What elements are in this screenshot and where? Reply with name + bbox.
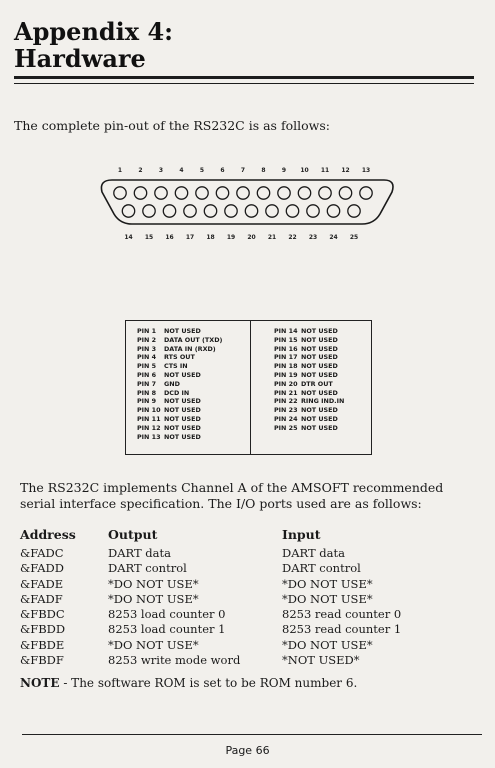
intro-text: The complete pin-out of the RS232C is as follows: xyxy=(14,118,330,133)
pin-label: PIN 6 xyxy=(137,370,157,379)
pinout-row xyxy=(274,424,344,433)
connector-pin-holes xyxy=(114,187,372,217)
pinout-row xyxy=(137,336,222,345)
pin-signal: DATA OUT (TXD) xyxy=(164,335,223,344)
io-address-cell: &FADC xyxy=(20,546,64,560)
pin-hole-11 xyxy=(319,187,331,199)
pinout-row xyxy=(137,362,222,371)
pinout-row xyxy=(137,397,222,406)
pinout-row xyxy=(274,327,344,336)
pin-hole-1 xyxy=(114,187,126,199)
io-address-cell: &FADF xyxy=(20,591,63,606)
pin-number-21: 21 xyxy=(267,234,277,241)
io-input-cell: DART control xyxy=(282,561,361,576)
pinout-row xyxy=(274,397,344,406)
pinout-right-column xyxy=(274,327,344,433)
pinout-row xyxy=(137,389,222,398)
io-output-cell: 8253 load counter 0 xyxy=(108,607,226,622)
pin-label: PIN 3 xyxy=(137,344,157,353)
pinout-row xyxy=(137,380,222,389)
io-header-address: Address xyxy=(20,527,76,542)
page-number: Page 66 xyxy=(225,744,270,757)
pin-number-4: 4 xyxy=(179,167,184,174)
pin-number-13: 13 xyxy=(361,167,371,174)
pin-signal: NOT USED xyxy=(164,432,201,441)
pin-number-2: 2 xyxy=(138,167,143,174)
pin-label: PIN 9 xyxy=(137,397,157,406)
pinout-row xyxy=(137,353,222,362)
pinout-row xyxy=(137,406,222,415)
pin-hole-7 xyxy=(237,187,249,199)
pin-number-5: 5 xyxy=(199,167,205,174)
pin-signal: NOT USED xyxy=(301,344,338,353)
pin-label: PIN 21 xyxy=(274,388,298,397)
pinout-row xyxy=(137,424,222,433)
footer-rule xyxy=(22,734,482,735)
pin-label: PIN 5 xyxy=(137,362,157,371)
pin-hole-4 xyxy=(175,187,187,199)
pin-hole-5 xyxy=(196,187,208,199)
io-output-cell: *DO NOT USE* xyxy=(108,637,199,652)
io-output-cell: *DO NOT USE* xyxy=(108,576,199,591)
pinout-row xyxy=(137,345,222,354)
pin-signal: NOT USED xyxy=(301,414,338,423)
io-output-cell: 8253 load counter 1 xyxy=(108,622,226,637)
pin-signal: NOT USED xyxy=(301,423,338,432)
pin-number-12: 12 xyxy=(341,167,350,174)
pin-signal: DTR OUT xyxy=(301,379,333,388)
connector-shell xyxy=(101,180,393,224)
pinout-row xyxy=(274,371,344,380)
pin-hole-23 xyxy=(307,205,319,217)
pinout-row xyxy=(274,406,344,415)
pin-number-9: 9 xyxy=(281,167,287,174)
pin-label: PIN 14 xyxy=(274,327,298,335)
io-address-cell: &FBDE xyxy=(20,637,65,652)
pin-hole-18 xyxy=(204,205,216,217)
pin-signal: RTS OUT xyxy=(164,353,195,362)
io-output-column xyxy=(108,546,240,668)
pin-label: PIN 13 xyxy=(137,432,161,441)
pin-hole-17 xyxy=(184,205,196,217)
pin-number-18: 18 xyxy=(206,234,215,241)
io-input-cell: DART data xyxy=(282,546,346,560)
pin-hole-14 xyxy=(122,205,134,217)
pin-hole-10 xyxy=(298,187,310,199)
io-address-cell: &FADD xyxy=(20,561,64,576)
pin-signal: DCD IN xyxy=(164,388,190,397)
rom-note xyxy=(20,676,357,690)
pin-number-3: 3 xyxy=(158,167,164,174)
pin-label: PIN 7 xyxy=(137,379,157,388)
io-output-cell: 8253 write mode word xyxy=(108,653,241,668)
io-address-cell: &FBDD xyxy=(20,622,66,637)
pin-label: PIN 24 xyxy=(274,414,298,423)
pin-signal: NOT USED xyxy=(301,370,338,379)
pin-number-7: 7 xyxy=(240,167,246,174)
pin-number-16: 16 xyxy=(165,234,174,241)
pin-hole-13 xyxy=(360,187,372,199)
io-header-input: Input xyxy=(282,527,321,542)
pin-hole-2 xyxy=(134,187,146,199)
pinout-left-column xyxy=(137,327,222,441)
pin-number-24: 24 xyxy=(329,234,338,241)
pin-number-14: 14 xyxy=(124,234,133,241)
pin-signal: NOT USED xyxy=(164,414,201,423)
io-address-column xyxy=(20,546,65,668)
pin-signal: NOT USED xyxy=(164,327,201,335)
pin-hole-25 xyxy=(348,205,360,217)
pin-signal: NOT USED xyxy=(301,353,338,362)
pin-number-8: 8 xyxy=(261,167,266,174)
pin-signal: NOT USED xyxy=(301,406,338,415)
pin-hole-24 xyxy=(327,205,339,217)
pin-hole-20 xyxy=(245,205,257,217)
pin-hole-16 xyxy=(163,205,175,217)
io-header-output: Output xyxy=(108,527,158,542)
pin-number-11: 11 xyxy=(320,167,330,174)
pin-hole-12 xyxy=(339,187,351,199)
io-output-cell: DART control xyxy=(108,561,187,576)
heading-line-1: Appendix 4: xyxy=(14,17,174,46)
pin-signal: NOT USED xyxy=(301,335,338,344)
db25-connector-diagram xyxy=(0,0,495,320)
pinout-row xyxy=(137,415,222,424)
io-input-cell: *DO NOT USE* xyxy=(282,591,373,606)
pin-number-19: 19 xyxy=(226,234,236,241)
pinout-row xyxy=(137,371,222,380)
pin-hole-22 xyxy=(286,205,298,217)
io-input-cell: *DO NOT USE* xyxy=(282,576,373,591)
pin-hole-15 xyxy=(143,205,155,217)
io-output-cell: DART data xyxy=(108,546,172,560)
pin-signal: NOT USED xyxy=(164,406,201,415)
pin-signal: GND xyxy=(164,379,180,388)
pin-number-17: 17 xyxy=(185,234,195,241)
pin-signal: NOT USED xyxy=(301,388,338,397)
note-label: NOTE xyxy=(20,676,60,690)
pin-label: PIN 4 xyxy=(137,353,157,362)
pin-hole-21 xyxy=(266,205,278,217)
pin-hole-3 xyxy=(155,187,167,199)
pinout-row xyxy=(137,433,222,442)
pinout-row xyxy=(274,389,344,398)
pin-label: PIN 11 xyxy=(137,414,161,423)
io-input-cell: 8253 read counter 1 xyxy=(282,622,402,637)
io-input-cell: 8253 read counter 0 xyxy=(282,607,402,622)
pin-label: PIN 17 xyxy=(274,353,298,362)
pin-signal: RING IND.IN xyxy=(301,397,345,406)
pinout-row xyxy=(274,345,344,354)
pin-label: PIN 10 xyxy=(137,406,161,415)
pinout-row xyxy=(274,336,344,345)
pin-hole-19 xyxy=(225,205,237,217)
pin-signal: NOT USED xyxy=(164,397,201,406)
pinout-row xyxy=(274,415,344,424)
io-output-cell: *DO NOT USE* xyxy=(108,591,199,606)
io-input-cell: *DO NOT USE* xyxy=(282,637,373,652)
pin-number-23: 23 xyxy=(308,234,318,241)
note-text: - The software ROM is set to be ROM number 6. xyxy=(59,676,358,690)
pin-label: PIN 23 xyxy=(274,406,298,415)
pin-label: PIN 12 xyxy=(137,423,161,432)
pinout-row xyxy=(274,353,344,362)
pin-label: PIN 8 xyxy=(137,388,157,397)
io-address-cell: &FBDC xyxy=(20,607,65,622)
pinout-table xyxy=(125,320,372,455)
pin-label: PIN 1 xyxy=(137,327,157,335)
pin-hole-6 xyxy=(216,187,228,199)
pin-number-22: 22 xyxy=(288,234,297,241)
pin-number-15: 15 xyxy=(144,234,154,241)
pin-signal: NOT USED xyxy=(164,423,201,432)
pin-number-10: 10 xyxy=(300,167,309,174)
pin-label: PIN 16 xyxy=(274,344,298,353)
pin-signal: NOT USED xyxy=(301,362,338,371)
pin-signal: NOT USED xyxy=(164,370,201,379)
io-input-cell: *NOT USED* xyxy=(282,653,360,668)
io-address-cell: &FADE xyxy=(20,576,64,591)
pin-hole-9 xyxy=(278,187,290,199)
pinout-row xyxy=(137,327,222,336)
io-input-column xyxy=(282,546,401,668)
pin-label: PIN 25 xyxy=(274,423,298,432)
pin-hole-8 xyxy=(257,187,269,199)
pin-number-1: 1 xyxy=(117,167,123,174)
body-text: The RS232C implements Channel A of the AMSOFT recommended serial interface specification. The I/O ports used are as follows: xyxy=(20,480,444,511)
pin-signal: CTS IN xyxy=(164,362,188,371)
pin-label: PIN 2 xyxy=(137,335,157,344)
pinout-row xyxy=(274,362,344,371)
pinout-row xyxy=(274,380,344,389)
heading-line-2: Hardware xyxy=(14,44,146,73)
pin-label: PIN 15 xyxy=(274,335,298,344)
pinout-divider xyxy=(250,321,251,454)
pin-label: PIN 18 xyxy=(274,362,298,371)
pin-number-6: 6 xyxy=(220,167,225,174)
pin-number-25: 25 xyxy=(349,234,359,241)
pin-label: PIN 20 xyxy=(274,379,298,388)
pin-label: PIN 19 xyxy=(274,370,298,379)
io-address-cell: &FBDF xyxy=(20,653,64,668)
pin-label: PIN 22 xyxy=(274,397,298,406)
pin-number-20: 20 xyxy=(247,234,256,241)
pin-signal: DATA IN (RXD) xyxy=(164,344,216,353)
pin-signal: NOT USED xyxy=(301,327,338,335)
